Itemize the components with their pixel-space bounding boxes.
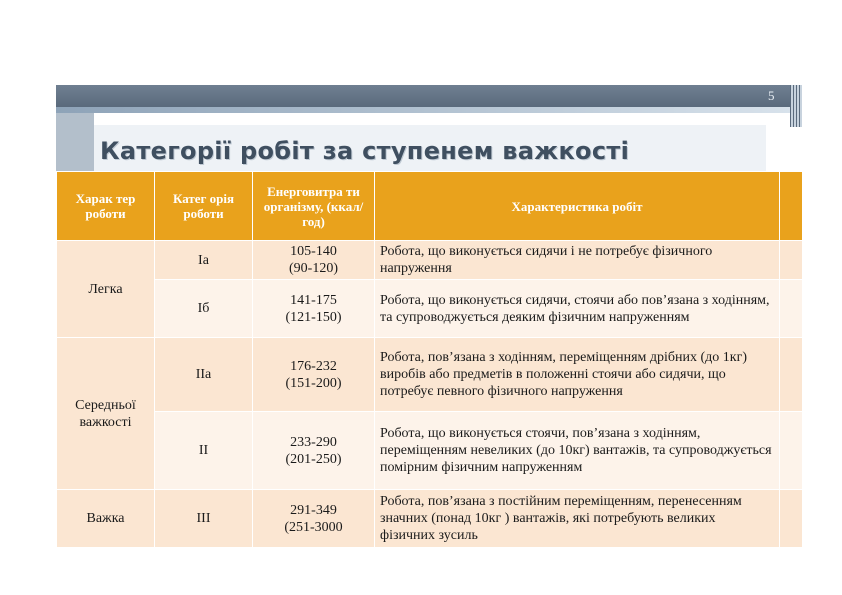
energy-alt: (121-150) [285,309,342,325]
decorative-stripes [790,85,802,127]
cell-character: Легка [57,241,155,338]
cell-energy [253,338,375,412]
energy-main: 141-175 [290,292,337,308]
cell-spacer [780,241,803,280]
energy-main: 176-232 [290,358,337,374]
energy-main: 233-290 [290,434,337,450]
cell-category: II [155,412,253,490]
cell-description: Робота, що виконується сидячи і не потребує фізичного напруження [375,241,780,280]
energy-alt: (201-250) [285,451,342,467]
energy-alt: (251-3000 [284,519,343,535]
energy-alt: (90-120) [289,261,338,276]
cell-character: Середньої важкості [57,338,155,490]
cell-description: Робота, пов’язана з ходінням, переміщенням дрібних (до 1кг) виробів або предметів в положенні стоячи або сидячи, що потребує певного фізичного напруження [375,338,780,412]
cell-category: Iб [155,280,253,338]
cell-spacer [780,412,803,490]
cell-character: Важка [57,490,155,548]
cell-category: Iа [155,241,253,280]
cell-energy [253,280,375,338]
header-spacer [780,172,803,241]
cell-category: IIа [155,338,253,412]
page-number: 5 [768,88,775,103]
energy-main: 291-349 [290,502,337,518]
header-category: Катег орія роботи [155,172,253,241]
table-row [57,338,803,412]
cell-description: Робота, пов’язана з постійним переміщенням, перенесенням значних (понад 10кг ) вантажів, які потребують великих фізичних зусиль [375,490,780,548]
cell-category: III [155,490,253,548]
energy-main: 105-140 [290,244,337,259]
cell-description: Робота, що виконується стоячи, пов’язана з ходінням, переміщенням невеликих (до 10кг) вантажів, та супроводжується помірним фізичним напруженням [375,412,780,490]
slide-top-bar [56,85,802,107]
cell-energy [253,490,375,548]
header-character: Харак тер роботи [57,172,155,241]
cell-spacer [780,280,803,338]
slide-accent-stripe [56,107,802,113]
table-header-row [57,172,803,241]
table-row [57,490,803,548]
cell-energy [253,241,375,280]
table-row [57,412,803,490]
energy-alt: (151-200) [285,375,342,391]
table-row [57,280,803,338]
header-energy: Енерговитра ти організму, (ккал/год) [253,172,375,241]
cell-spacer [780,338,803,412]
decorative-block [56,113,94,171]
slide [56,85,802,551]
cell-spacer [780,490,803,548]
cell-description: Робота, що виконується сидячи, стоячи або пов’язана з ходінням, та супроводжується деяким фізичним напруженням [375,280,780,338]
cell-energy [253,412,375,490]
work-categories-table [56,171,803,548]
header-description: Характеристика робіт [375,172,780,241]
slide-title: Категорії робіт за ступенем важкості [100,137,630,165]
table-row [57,241,803,280]
